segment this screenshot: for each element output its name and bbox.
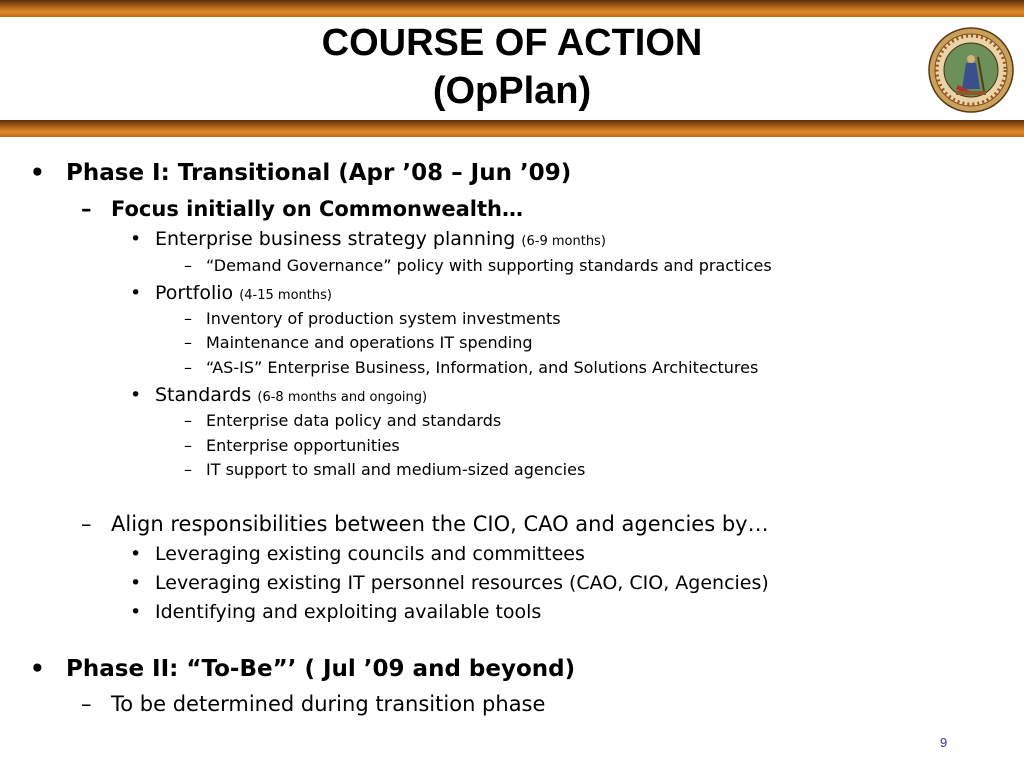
dash-marker: – [81,197,92,221]
tools-text: Identifying and exploiting available tools [155,601,542,623]
standards-item [130,384,428,406]
personnel-text: Leveraging existing IT personnel resources (CAO, CIO, Agencies) [155,572,769,594]
bullet-marker: • [130,601,142,623]
tools-item [130,601,542,623]
strategy-duration: (6-9 months) [521,234,606,249]
slide-title-line1: COURSE OF ACTION [321,22,703,64]
portfolio-item [130,282,332,304]
asis-item [184,358,759,377]
maintenance-item [184,333,533,352]
demand-text: “Demand Governance” policy with supporting standards and practices [206,256,772,275]
dash-marker: – [184,460,192,479]
standards-duration: (6-8 months and ongoing) [257,390,428,405]
strategy-item [130,228,606,250]
slide-title-line2: (OpPlan) [432,70,592,112]
focus-item [81,197,523,221]
datapolicy-text: Enterprise data policy and standards [206,411,502,430]
bullet-marker: • [30,656,45,682]
strategy-text: Enterprise business strategy planning [155,228,516,250]
virginia-seal-icon [928,27,1014,113]
tbd-item [81,692,546,716]
inventory-text: Inventory of production system investments [206,309,561,328]
dash-marker: – [184,436,192,455]
bullet-marker: • [30,160,45,186]
portfolio-duration: (4-15 months) [239,288,332,303]
bullet-marker: • [130,282,142,304]
opportunities-item [184,436,400,455]
slide-title [0,19,1024,115]
dash-marker: – [81,512,92,536]
portfolio-text: Portfolio [155,282,234,304]
phase2-text: Phase II: “To-Be”’ ( Jul ’09 and beyond) [66,656,576,682]
bullet-marker: • [130,384,142,406]
bullet-marker: • [130,543,142,565]
align-text: Align responsibilities between the CIO, CAO and agencies by… [111,512,769,536]
councils-item [130,543,585,565]
dash-marker: – [81,692,92,716]
phase1-text: Phase I: Transitional (Apr ’08 – Jun ’09) [66,160,572,186]
demand-item [184,256,772,275]
itsupport-item [184,460,586,479]
phase1-item [30,160,572,186]
dash-marker: – [184,333,192,352]
maintenance-text: Maintenance and operations IT spending [206,333,533,352]
dash-marker: – [184,309,192,328]
header-bottom-band [0,120,1024,137]
page-number: 9 [940,735,948,750]
focus-text: Focus initially on Commonwealth… [111,197,523,221]
bullet-marker: • [130,572,142,594]
phase2-item [30,656,576,682]
bullet-marker: • [130,228,142,250]
inventory-item [184,309,561,328]
header-top-band [0,0,1024,17]
standards-text: Standards [155,384,252,406]
dash-marker: – [184,358,192,377]
dash-marker: – [184,256,192,275]
councils-text: Leveraging existing councils and committees [155,543,585,565]
itsupport-text: IT support to small and medium-sized agencies [206,460,586,479]
asis-text: “AS-IS” Enterprise Business, Information, and Solutions Architectures [206,358,759,377]
opportunities-text: Enterprise opportunities [206,436,400,455]
align-item [81,512,769,536]
datapolicy-item [184,411,502,430]
dash-marker: – [184,411,192,430]
personnel-item [130,572,769,594]
tbd-text: To be determined during transition phase [111,692,546,716]
